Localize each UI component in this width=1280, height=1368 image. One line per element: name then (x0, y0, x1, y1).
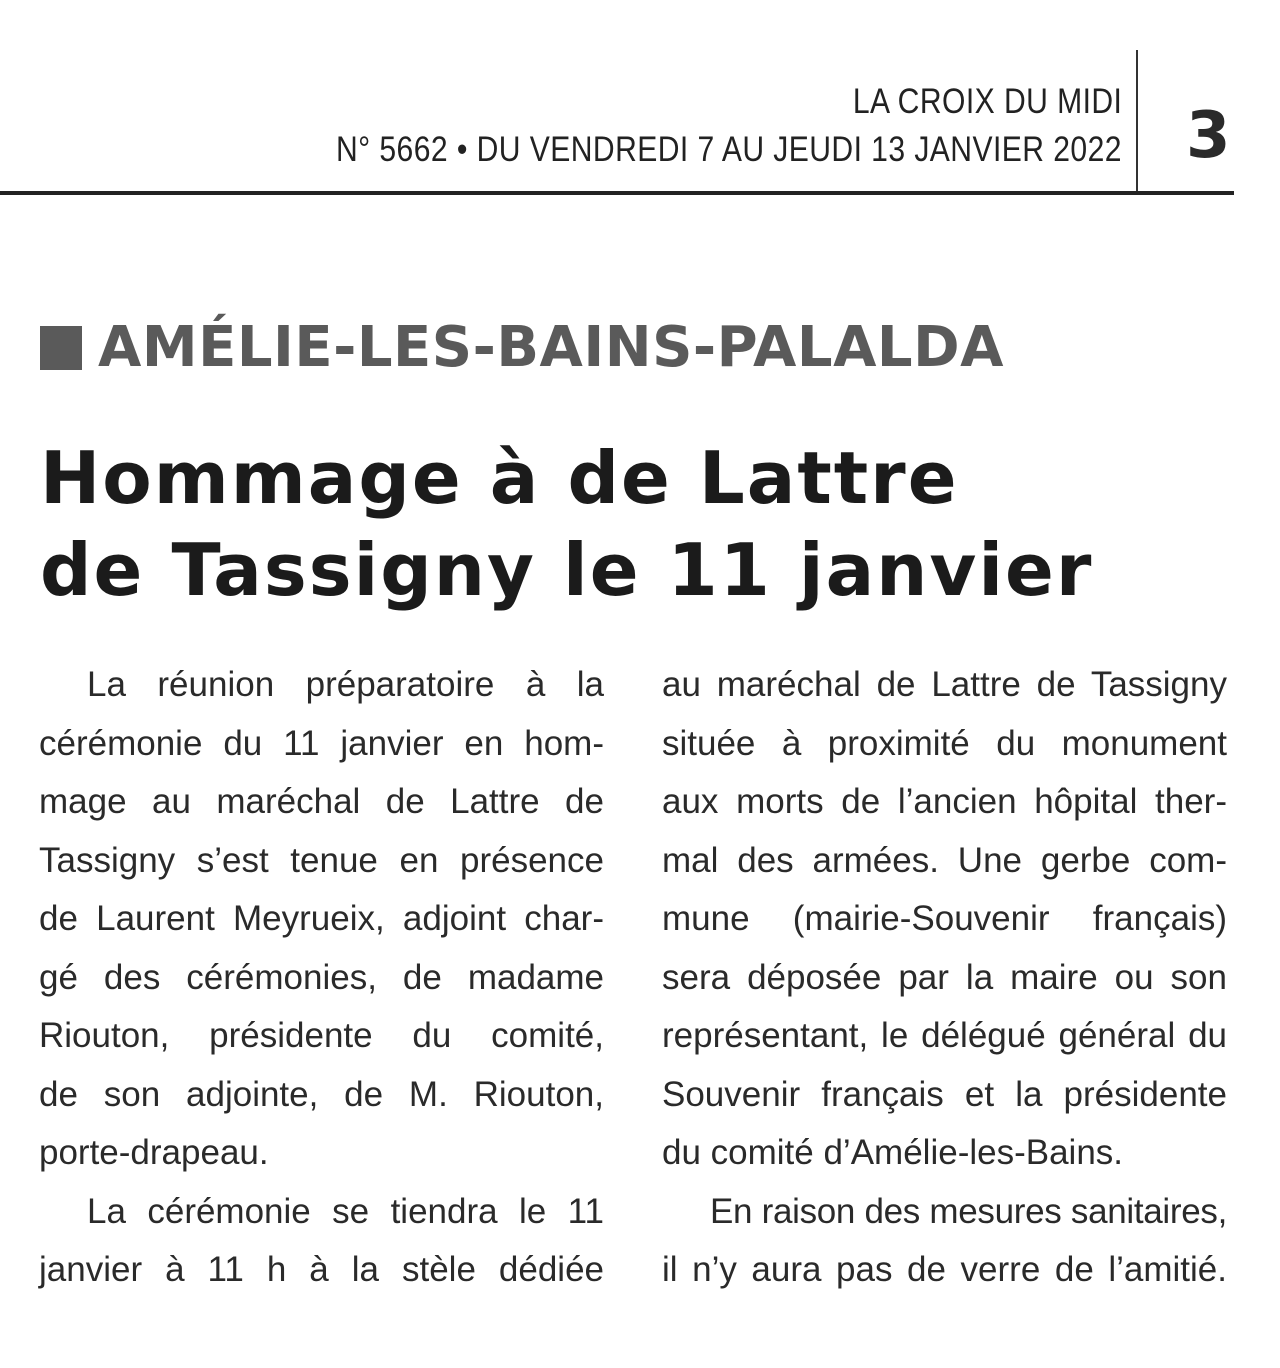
newspaper-name: LA CROIX DU MIDI (852, 82, 1122, 121)
text-line: au maréchal de Lattre de Tassigny (662, 665, 1227, 704)
text-line: La réunion préparatoire à la (87, 665, 604, 704)
text-line: aux morts de l’ancien hôpital ther- (662, 782, 1227, 821)
masthead (0, 0, 1280, 200)
text-line: de son adjointe, de M. Riouton, (39, 1074, 604, 1114)
headline-line-2: de Tassigny le 11 janvier (40, 528, 1094, 612)
article-headline (40, 432, 1250, 616)
text-line: de Laurent Meyrueix, adjoint char- (39, 899, 604, 938)
right-paragraph-2 (662, 1183, 1227, 1300)
text-line: Souvenir français et la présidente (662, 1074, 1227, 1114)
headline-line-1: Hommage à de Lattre (40, 436, 959, 520)
left-paragraph-2 (39, 1183, 604, 1300)
masthead-vertical-divider (1136, 50, 1138, 192)
article-column-left (39, 656, 604, 1300)
text-line: mune (mairie-Souvenir français) (662, 899, 1227, 938)
issue-date-line: N° 5662 • DU VENDREDI 7 AU JEUDI 13 JANVIER 2022 (336, 130, 1122, 169)
text-line: sera déposée par la maire ou son (662, 957, 1227, 997)
text-line: janvier à 11 h à la stèle dédiée (39, 1250, 604, 1289)
page-number: 3 (1186, 99, 1231, 173)
masthead-horizontal-rule (0, 191, 1234, 195)
text-line: En raison des mesures sanitaires, (710, 1191, 1228, 1231)
right-paragraph-1 (662, 656, 1227, 1183)
text-line: représentant, le délégué général du (662, 1016, 1227, 1055)
left-paragraph-1 (39, 656, 604, 1183)
text-line: cérémonie du 11 janvier en hom- (39, 723, 604, 763)
text-line: mage au maréchal de Lattre de (39, 782, 604, 821)
text-line: porte-drapeau. (39, 1133, 269, 1172)
rubric-label: AMÉLIE-LES-BAINS-PALALDA (98, 315, 1004, 380)
text-line: il n’y aura pas de verre de l’amitié. (662, 1250, 1227, 1289)
text-line: La cérémonie se tiendra le 11 (87, 1191, 604, 1231)
rubric-square-icon (40, 326, 82, 370)
text-line: du comité d’Amélie-les-Bains. (662, 1133, 1124, 1172)
text-line: située à proximité du monument (662, 723, 1227, 763)
text-line: mal des armées. Une gerbe com- (662, 840, 1227, 880)
text-line: Tassigny s’est tenue en présence (39, 840, 604, 880)
section-rubric (40, 316, 1004, 380)
text-line: Riouton, présidente du comité, (39, 1016, 604, 1055)
article-column-right (662, 656, 1227, 1300)
text-line: gé des cérémonies, de madame (39, 957, 604, 997)
